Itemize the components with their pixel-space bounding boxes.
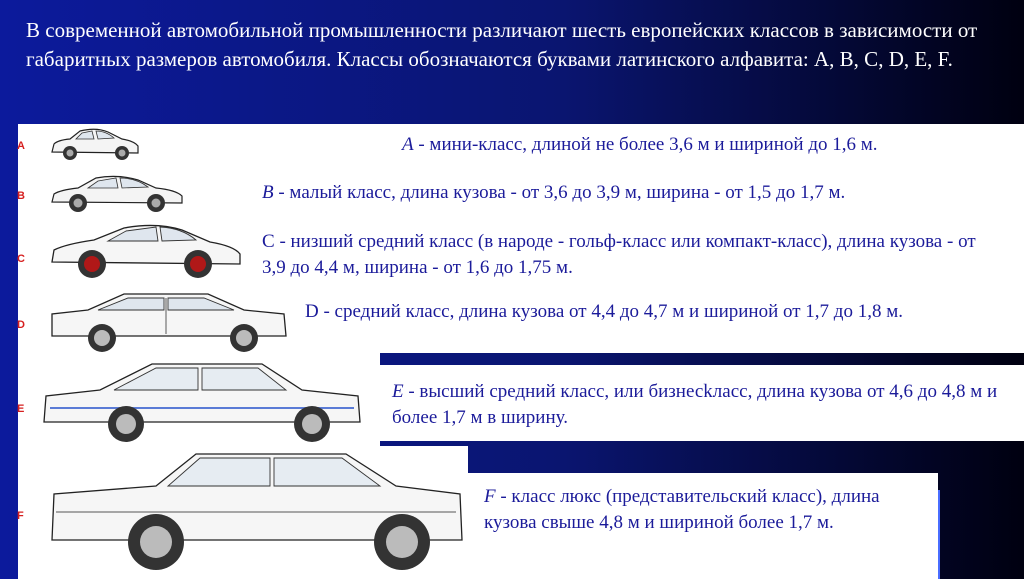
desc-f-letter: F (484, 486, 496, 507)
desc-d-letter: D (305, 301, 319, 322)
desc-c-text: - низший средний класс (в народе - гольф-класс или компакт-класс), длина кузова - от 3,9 до 4,4 м, ширина - от 1,6 до 1,75 м. (262, 231, 976, 278)
desc-a (402, 132, 1002, 158)
desc-c-letter: C (262, 231, 275, 252)
label-e: E (17, 403, 25, 415)
label-c: C (17, 253, 25, 265)
desc-e (392, 379, 1017, 431)
car-c-image (46, 218, 246, 284)
desc-e-text: - высший средний класс, или бизнесkласс, длина кузова от 4,6 до 4,8 м и более 1,7 м в ширину. (392, 381, 998, 428)
desc-f (484, 484, 934, 536)
divider-line (938, 490, 940, 579)
desc-b (262, 180, 1002, 206)
label-b: B (17, 190, 25, 202)
car-f-image (46, 448, 466, 578)
desc-c (262, 229, 990, 281)
desc-f-text: - класс люкс (представительский класс), длина кузова свыше 4,8 м и шириной более 1,7 м. (484, 486, 880, 533)
label-a: A (17, 140, 25, 152)
desc-a-letter: A (402, 134, 414, 155)
desc-a-text: - мини-класс, длиной не более 3,6 м и шириной до 1,6 м. (413, 134, 878, 155)
label-d: D (17, 319, 25, 331)
desc-b-letter: B (262, 182, 274, 203)
intro-text: В современной автомобильной промышленности различают шесть европейских классов в зависимости от габаритных размеров автомобиля. Классы обозначаются буквами латинского алфавита: A, B, C, D, E, F. (26, 18, 978, 71)
desc-d-text: - средний класс, длина кузова от 4,4 до 4,7 м и шириной от 1,7 до 1,8 м. (318, 301, 903, 322)
desc-d (305, 299, 1005, 325)
car-d-image (48, 288, 290, 354)
car-a-image (48, 124, 142, 164)
label-f: F (17, 510, 24, 522)
desc-e-letter: E (392, 381, 404, 402)
car-e-image (40, 356, 366, 446)
desc-b-text: - малый класс, длина кузова - от 3,6 до 3,9 м, ширина - от 1,5 до 1,7 м. (273, 182, 846, 203)
car-b-image (48, 172, 188, 216)
